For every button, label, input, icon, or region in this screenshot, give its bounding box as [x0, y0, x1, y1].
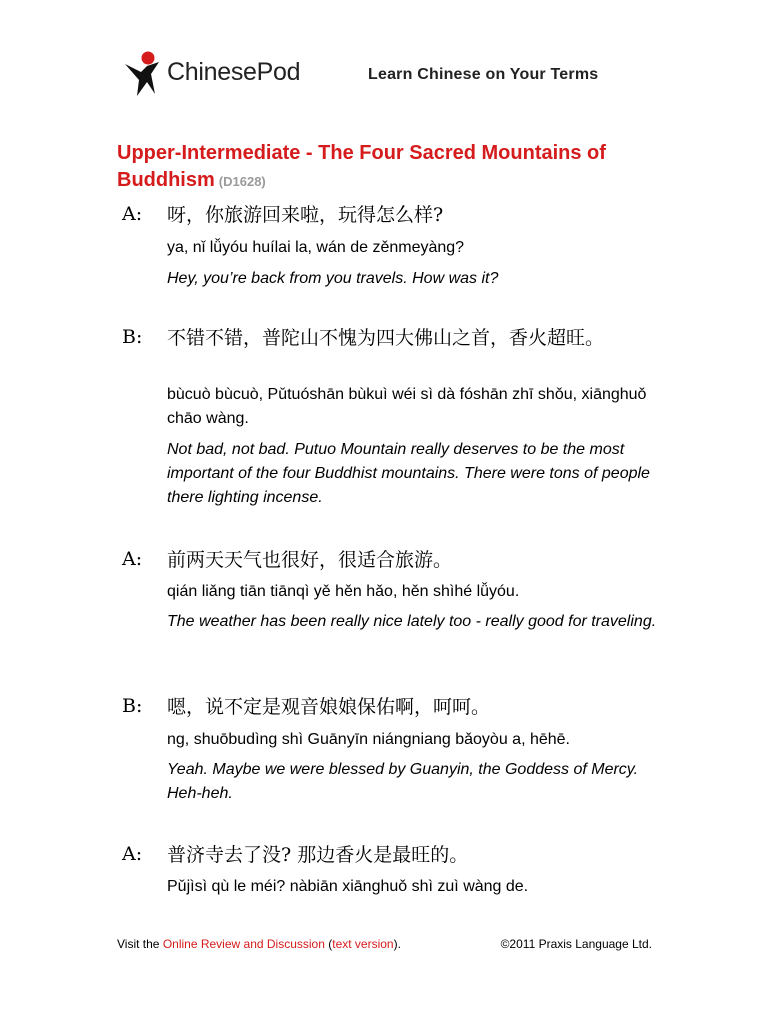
lesson-code: (D1628) [218, 174, 266, 189]
footer-paren-close: ). [393, 937, 401, 951]
pinyin-text: Pǔjìsì qù le méi? nàbiān xiānghuǒ shì zuì wàng de. [167, 878, 529, 895]
text-version-link[interactable]: text version [332, 937, 394, 951]
online-review-link[interactable]: Online Review and Discussion [162, 937, 325, 951]
hanzi-text: 不错不错，普陀山不愧为四大佛山之首，香火超旺。 [167, 327, 605, 349]
brand-name: ChinesePod [167, 58, 301, 86]
hanzi-text: 前两天天气也很好，很适合旅游。 [167, 549, 453, 571]
speaker-label: B: [122, 326, 143, 348]
hanzi-text: 呀，你旅游回来啦，玩得怎么样? [167, 204, 444, 226]
header [115, 44, 635, 106]
english-translation: Yeah. Maybe we were blessed by Guanyin, the Goddess of Mercy. Heh-heh. [167, 761, 639, 802]
chinesepod-figure-icon [121, 50, 165, 98]
speaker-label: A: [122, 548, 143, 570]
hanzi-text: 普济寺去了没? 那边香火是最旺的。 [167, 844, 469, 866]
english-translation: The weather has been really nice lately too - really good for traveling. [167, 613, 657, 630]
footer-visit-text [117, 937, 401, 951]
pinyin-text: ya, nǐ lǚyóu huílai la, wán de zěnmeyàng? [167, 239, 465, 256]
speaker-label: A: [122, 203, 143, 225]
speaker-label: A: [122, 843, 143, 865]
footer-visit-prefix: Visit the [117, 937, 163, 951]
english-translation: Not bad, not bad. Putuo Mountain really deserves to be the most important of the four Buddhist mountains. There were tons of people there lighting incense. [167, 441, 650, 506]
pinyin-text: ng, shuōbudìng shì Guānyīn niángniang bǎoyòu a, hēhē. [167, 731, 570, 748]
english-translation: Hey, you’re back from you travels. How was it? [167, 270, 499, 287]
pinyin-text: bùcuò bùcuò, Pǔtuóshān bùkuì wéi sì dà fóshān zhī shǒu, xiānghuǒ chāo wàng. [167, 386, 647, 427]
pinyin-text: qián liǎng tiān tiānqì yě hěn hǎo, hěn shìhé lǚyóu. [167, 583, 520, 600]
speaker-label: B: [122, 695, 143, 717]
lesson-title-text: Upper-Intermediate - The Four Sacred Mountains of Buddhism [117, 142, 606, 191]
hanzi-text: 嗯，说不定是观音娘娘保佑啊，呵呵。 [167, 696, 491, 718]
lesson-title [117, 140, 662, 195]
footer-paren-open: ( [324, 937, 333, 951]
tagline: Learn Chinese on Your Terms [368, 66, 599, 83]
copyright: ©2011 Praxis Language Ltd. [500, 937, 652, 951]
